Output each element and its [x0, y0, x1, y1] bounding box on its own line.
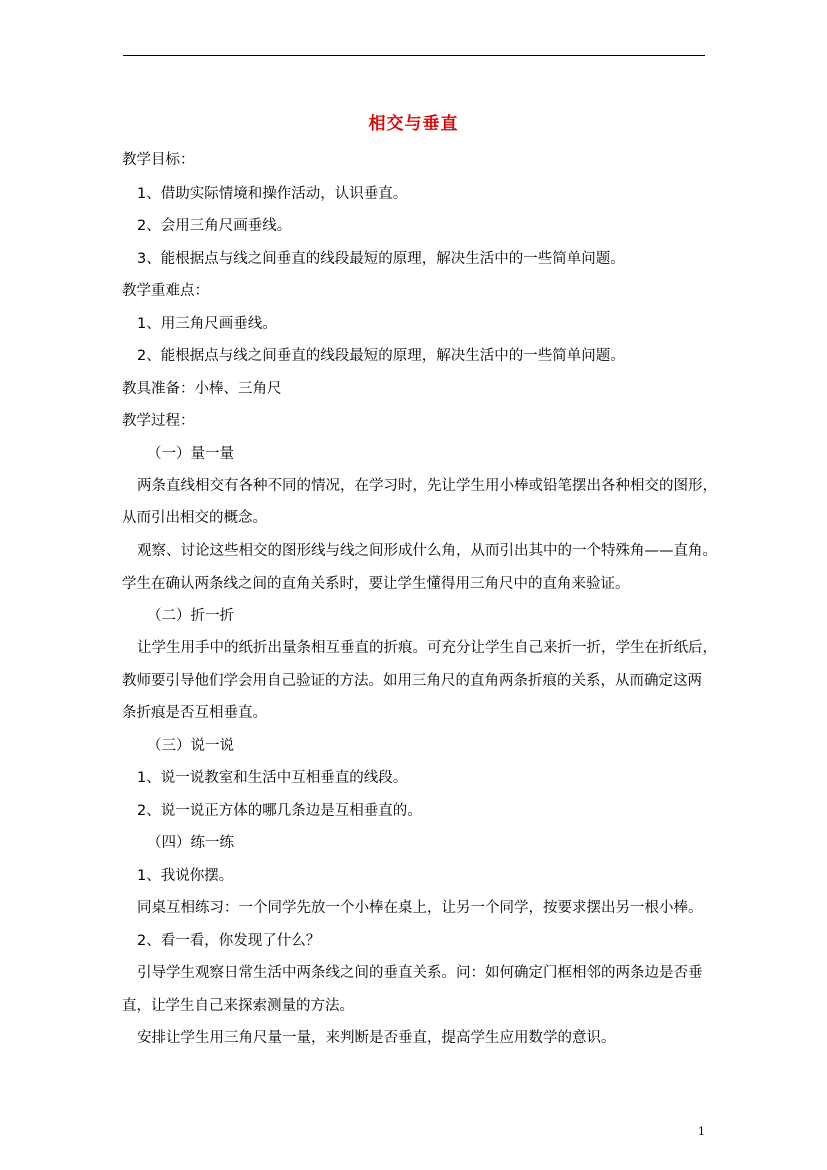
list-item: 1、我说你摆。 — [137, 868, 234, 884]
key-point-2: 2、能根据点与线之间垂直的线段最短的原理，解决生活中的一些简单问题。 — [137, 348, 625, 364]
paragraph-line: 两条直线相交有各种不同的情况，在学习时，先让学生用小棒或铅笔摆出各种相交的图形， — [137, 478, 717, 494]
paragraph-line: 条折痕是否互相垂直。 — [122, 705, 267, 721]
section-heading-process: 教学过程： — [122, 413, 195, 429]
page-number: 1 — [698, 1125, 705, 1138]
step-heading-fold: （二）折一折 — [147, 608, 234, 624]
list-item: 2、看一看，你发现了什么？ — [137, 933, 321, 949]
step-heading-practice: （四）练一练 — [147, 835, 234, 851]
step-heading-measure: （一）量一量 — [147, 446, 234, 462]
paragraph-line: 安排让学生用三角尺量一量，来判断是否垂直，提高学生应用数学的意识。 — [137, 1030, 616, 1046]
section-heading-objectives: 教学目标： — [122, 152, 195, 168]
step-heading-speak: （三）说一说 — [147, 738, 234, 754]
objective-3: 3、能根据点与线之间垂直的线段最短的原理，解决生活中的一些简单问题。 — [137, 251, 625, 267]
paragraph-line: 教师要引导他们学会用自己验证的方法。如用三角尺的直角两条折痕的关系，从而确定这两 — [122, 673, 702, 689]
paragraph-line: 观察、讨论这些相交的图形线与线之间形成什么角，从而引出其中的一个特殊角——直角。 — [137, 543, 717, 559]
teaching-aids: 教具准备：小棒、三角尺 — [122, 381, 282, 397]
paragraph-line: 引导学生观察日常生活中两条线之间的垂直关系。问：如何确定门框相邻的两条边是否垂 — [137, 965, 703, 981]
objective-2: 2、会用三角尺画垂线。 — [137, 218, 292, 234]
section-heading-key-points: 教学重难点： — [122, 283, 209, 299]
document-title: 相交与垂直 — [368, 114, 459, 134]
paragraph-line: 让学生用手中的纸折出量条相互垂直的折痕。可充分让学生自己来折一折，学生在折纸后， — [137, 640, 717, 656]
list-item: 1、说一说教室和生活中互相垂直的线段。 — [137, 770, 408, 786]
key-point-1: 1、用三角尺画垂线。 — [137, 316, 277, 332]
paragraph-line: 同桌互相练习：一个同学先放一个小棒在桌上，让另一个同学，按要求摆出另一根小棒。 — [137, 900, 703, 916]
paragraph-line: 从而引出相交的概念。 — [122, 510, 267, 526]
objective-1: 1、借助实际情境和操作活动，认识垂直。 — [137, 186, 408, 202]
list-item: 2、说一说正方体的哪几条边是互相垂直的。 — [137, 803, 422, 819]
paragraph-line: 直，让学生自己来探索测量的方法。 — [122, 998, 354, 1014]
paragraph-line: 学生在确认两条线之间的直角关系时，要让学生懂得用三角尺中的直角来验证。 — [122, 576, 630, 592]
header-rule — [123, 55, 705, 56]
